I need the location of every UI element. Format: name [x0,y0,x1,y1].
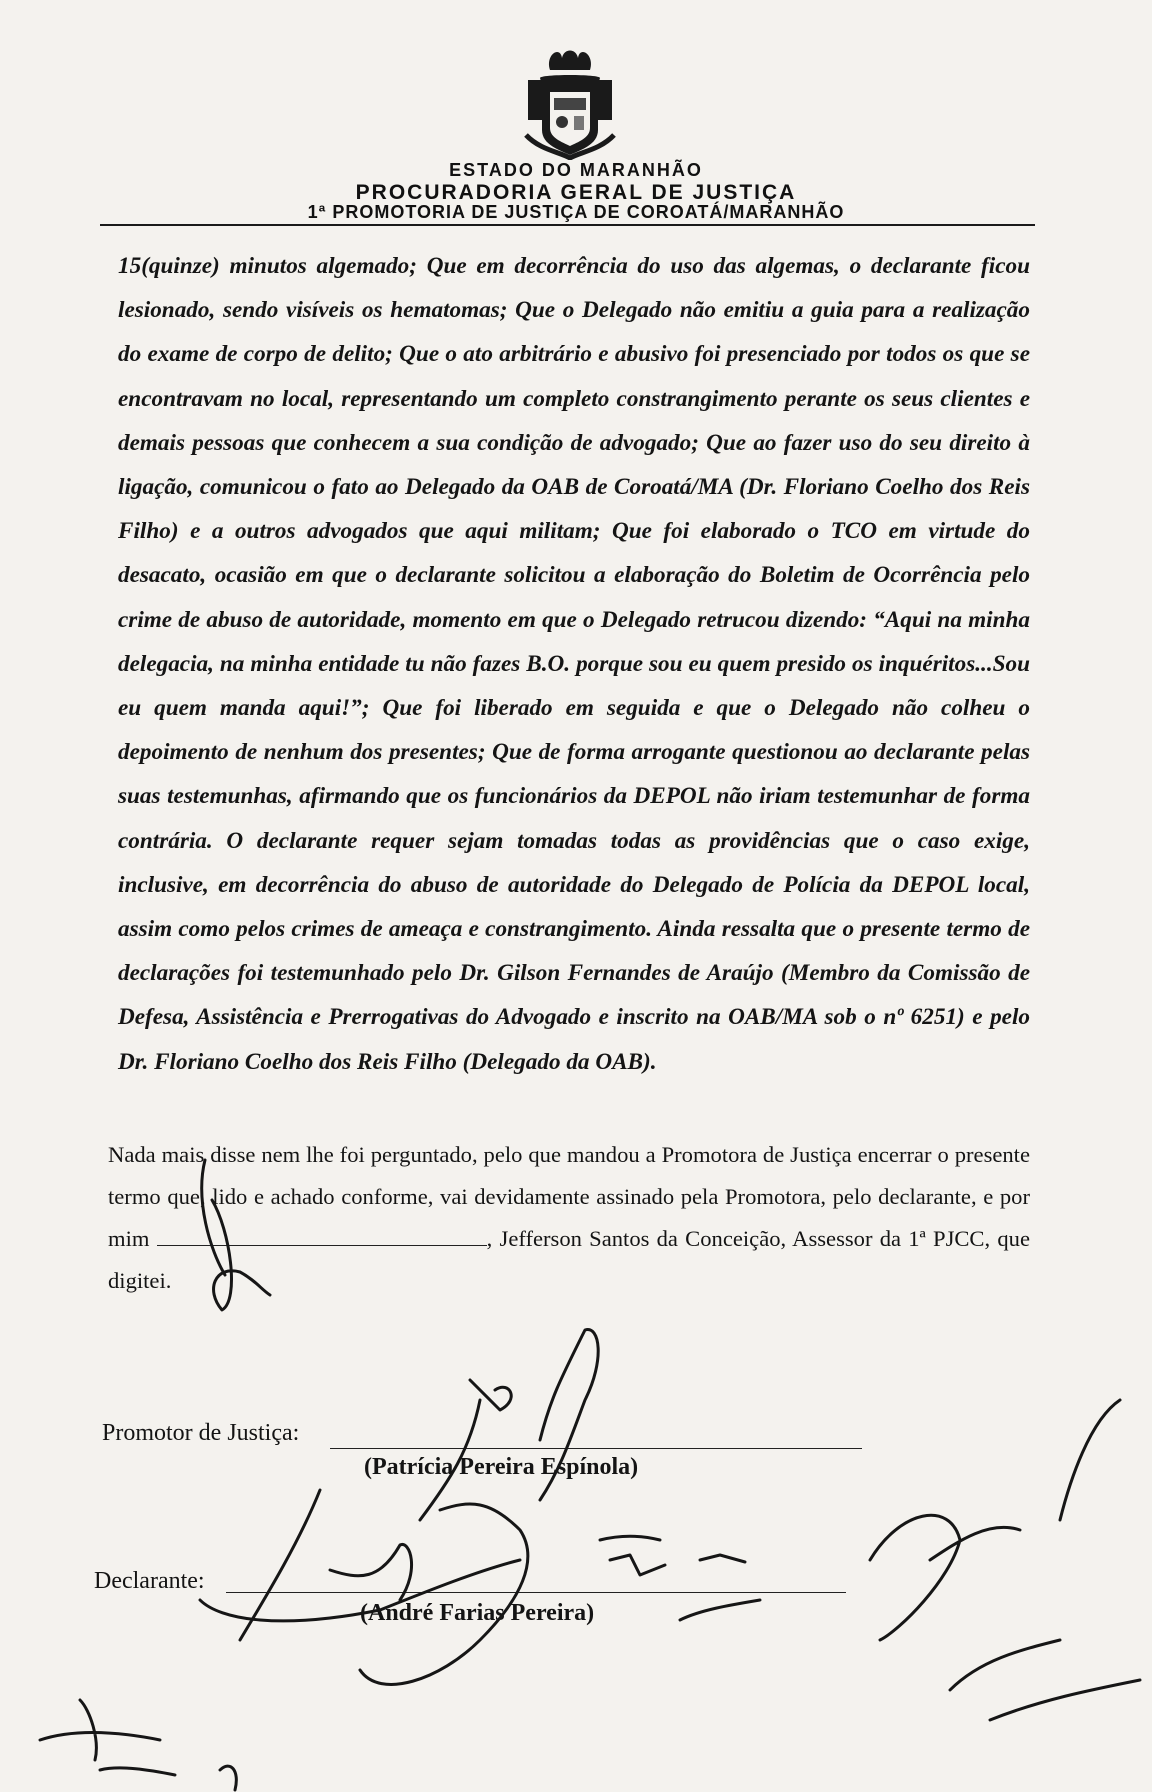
promotor-label: Promotor de Justiça: [102,1420,300,1446]
closing-text-1: Nada mais disse nem lhe foi perguntado, pelo que mandou a Promotora de Justiça encerrar o presente termo que, lido e achado conforme, vai devidamente assinado pela Promotora, pelo declarante, e por mim [108,1142,1030,1251]
declarante-signature-line [226,1592,846,1593]
declarante-label: Declarante: [94,1568,205,1594]
declarante-signature-icon [200,1490,528,1684]
header-institution: PROCURADORIA GERAL DE JUSTIÇA [355,181,797,204]
header-divider [100,224,1035,226]
declarante-oab-handwriting-icon [600,1536,760,1620]
closing-text-2: , Jefferson Santos da Conceição, Assessor da 1ª PJCC, que digitei. [108,1226,1030,1293]
clerk-signature-line [157,1227,487,1246]
bottom-signature-icon [40,1700,236,1790]
promotor-name: (Patrícia Pereira Espínola) [364,1454,639,1480]
closing-paragraph [108,1134,1030,1302]
declaration-text: 15(quinze) minutos algemado; Que em decorrência do uso das algemas, o declarante ficou lesionado, sendo visíveis os hematomas; Que o Delegado não emitiu a guia para a realização do exame de corpo de delito; Que o ato arbitrário e abusivo foi presenciado por todos os que se encontravam no local, representando um completo constrangimento perante os seus clientes e demais pessoas que conhecem a sua condição de advogado; Que ao fazer uso do seu direito à ligação, comunicou o fato ao Delegado da OAB de Coroatá/MA (Dr. Floriano Coelho dos Reis Filho) e a outros advogados que aqui militam; Que foi elaborado o TCO em virtude do desacato, ocasião em que o declarante solicitou a elaboração do Boletim de Ocorrência pelo crime de abuso de autoridade, momento em que o Delegado retrucou dizendo: “Aqui na minha delegacia, na minha entidade tu não fazes B.O. porque sou eu quem presido os inquéritos...Sou eu quem manda aqui!”; Que foi liberado em seguida e que o Delegado não colheu o depoimento de nenhum dos presentes; Que de forma arrogante questionou ao declarante pelas suas testemunhas, afirmando que os funcionários da DEPOL não iriam testemunhar de forma contrária. O declarante requer sejam tomadas todas as providências que o caso exige, inclusive, em decorrência do abuso de autoridade do Delegado de Polícia da DEPOL local, assim como pelos crimes de ameaça e constrangimento. Ainda ressalta que o presente termo de declarações foi testemunhado pelo Dr. Gilson Fernandes de Araújo (Membro da Comissão de Defesa, Assistência e Prerrogativas do Advogado e inscrito na OAB/MA sob o nº 6251) e pelo Dr. Floriano Coelho dos Reis Filho (Delegado da OAB). [118,253,1030,1075]
declarante-name: (André Farias Pereira) [360,1600,595,1626]
promotor-signature-line [330,1448,862,1449]
header-state-name: ESTADO DO MARANHÃO [449,160,703,180]
witness-signature-icon [870,1400,1140,1720]
state-coat-of-arms-icon [520,40,620,160]
header-office: 1ª PROMOTORIA DE JUSTIÇA DE COROATÁ/MARANHÃO [307,202,845,222]
promotor-signature-icon [420,1330,598,1520]
